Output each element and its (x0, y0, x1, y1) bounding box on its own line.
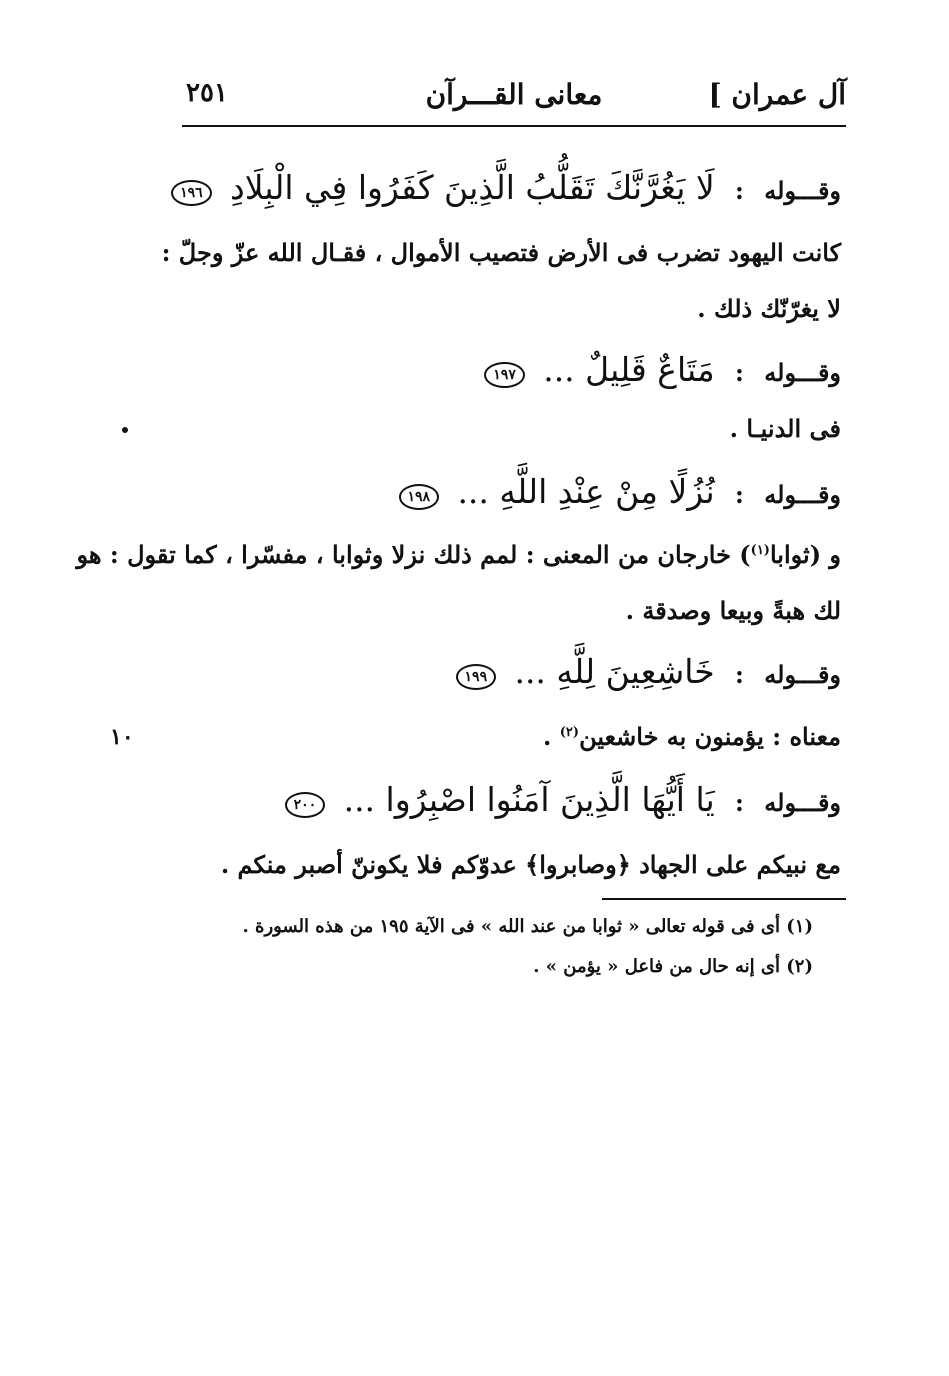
verse-199-quran-text: خَاشِعِينَ لِلَّهِ ... (514, 652, 715, 691)
footnote-2: (٢) أى إنه حال من فاعل « يؤمن » . (533, 956, 813, 977)
commentary-198-suffix: ) خارجان من المعنى : لمم ذلك نزلا وثوابا ، مفسّرا ، كما تقول : هو (76, 540, 751, 569)
verse-197-label: وقـــوله (764, 358, 841, 387)
ayah-number-199: ١٩٩ (456, 664, 497, 690)
verse-200-quran-text: يَا أَيُّهَا الَّذِينَ آمَنُوا اصْبِرُوا ... (343, 780, 715, 819)
verse-200-line (182, 780, 841, 819)
verse-199-colon: : (735, 660, 744, 689)
commentary-197: فى الدنيـا . (729, 414, 841, 443)
ayah-number-196: ١٩٦ (171, 180, 212, 206)
verse-198-quran-text: نُزُلًا مِنْ عِنْدِ اللَّهِ ... (457, 472, 715, 511)
footnote-1: (١) أى فى قوله تعالى « ثوابا من عند الله » فى الآية ١٩٥ من هذه السورة . (242, 916, 813, 937)
verse-197-colon: : (735, 358, 744, 387)
verse-198-label: وقـــوله (764, 480, 841, 509)
verse-197-line (182, 350, 841, 389)
verse-198-line (182, 472, 841, 511)
footnote-ref-1[interactable]: (١) (750, 543, 770, 558)
commentary-199 (182, 722, 841, 751)
verse-200-colon: : (735, 788, 744, 817)
commentary-198-line-1 (76, 540, 841, 569)
header-book-title: معانى القـــرآن (425, 78, 603, 111)
header-surah-name: آل عمران ] (708, 78, 846, 111)
commentary-196-line-2: لا يغرّنّك ذلك . (697, 294, 841, 323)
footnote-ref-2[interactable]: (٢) (559, 725, 580, 740)
verse-199-label: وقـــوله (764, 660, 841, 689)
verse-198-colon: : (735, 480, 744, 509)
verse-196-label: وقـــوله (764, 176, 841, 205)
header-page-number: ٢٥١ (186, 78, 228, 108)
margin-line-number: ١٠ (110, 724, 134, 750)
commentary-199-prefix: معناه : يؤمنون به خاشعين (579, 722, 841, 751)
verse-200-label: وقـــوله (764, 788, 841, 817)
commentary-198-prefix: و (ثوابا (769, 540, 841, 569)
footnote-rule (602, 898, 846, 900)
ayah-number-197: ١٩٧ (484, 362, 525, 388)
commentary-199-suffix: . (543, 722, 560, 751)
verse-196-quran-text: لَا يَغُرَّنَّكَ تَقَلُّبُ الَّذِينَ كَفَرُوا فِي الْبِلَادِ (230, 168, 715, 207)
verse-197-quran-text: مَتَاعٌ قَلِيلٌ ... (543, 350, 715, 389)
commentary-196-line-1: كانت اليهود تضرب فى الأرض فتصيب الأموال ، فقـال الله عزّ وجلّ : (161, 238, 841, 267)
running-header (182, 78, 846, 118)
margin-dot (122, 427, 128, 433)
verse-196-line (182, 168, 841, 207)
verse-196-colon: : (735, 176, 744, 205)
ayah-number-200: ٢٠٠ (285, 792, 326, 818)
commentary-200: مع نبيكم على الجهاد ﴿وصابروا﴾ عدوّكم فلا يكوننّ أصبر منكم . (220, 850, 841, 879)
commentary-198-line-2: لك هبةً وبيعا وصدقة . (625, 596, 841, 625)
header-rule (182, 125, 846, 127)
verse-199-line (182, 652, 841, 691)
ayah-number-198: ١٩٨ (399, 484, 440, 510)
